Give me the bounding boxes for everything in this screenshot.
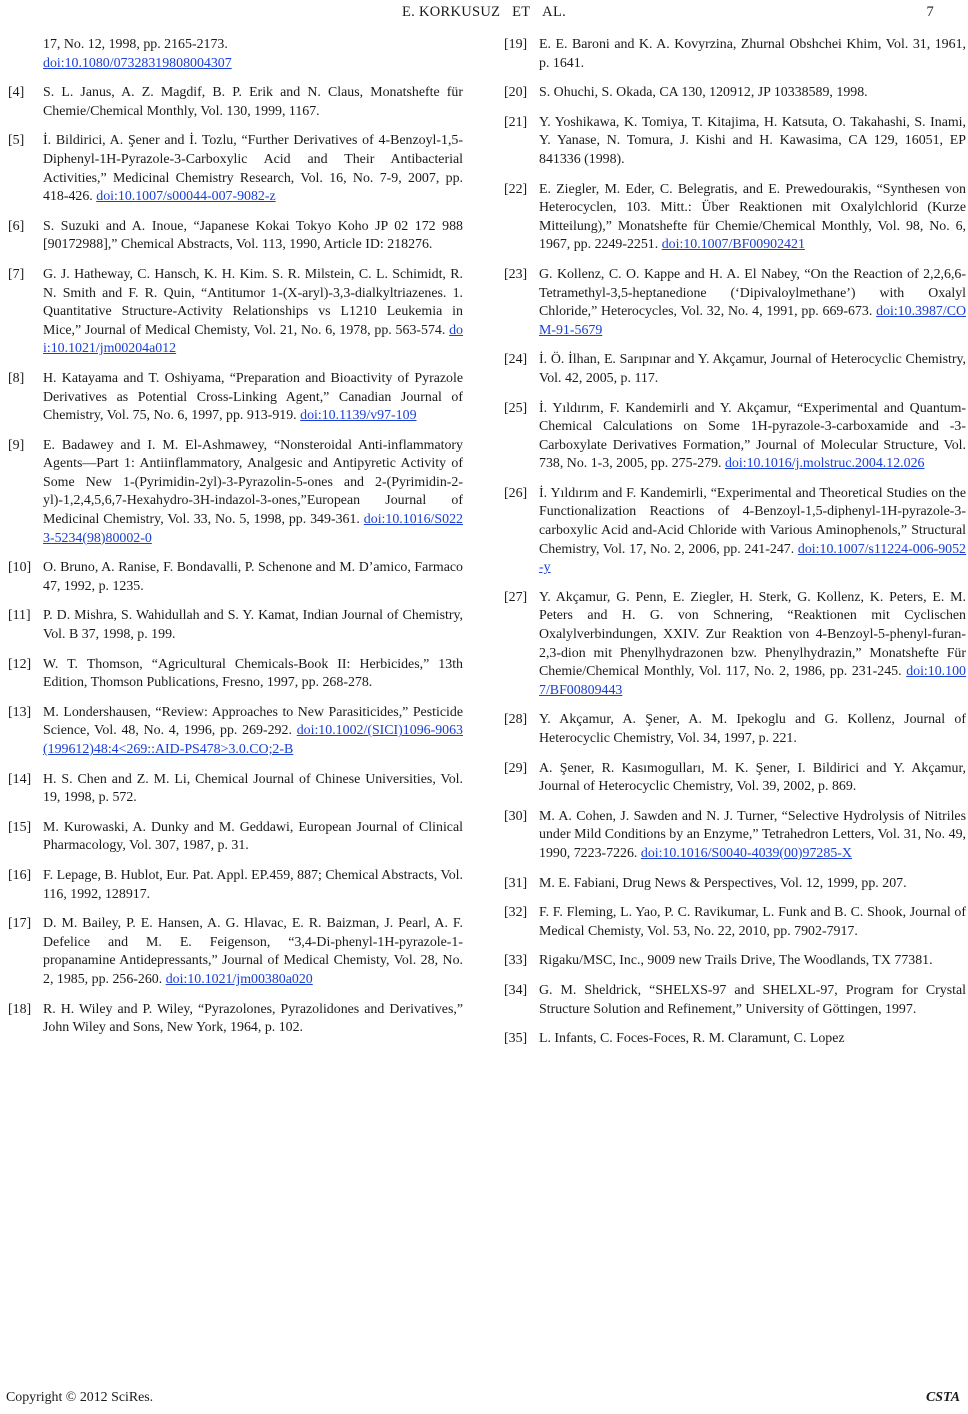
reference-item: [8, 704, 463, 760]
reference-text: İ. Yıldırım and F. Kandemirli, “Experimental and Theoretical Studies on the Functionalization Reactions of 4-Benzoyl-1,5-diphenyl-1H-pyrazole-3-carboxylic Acid and-Acid Chloride with Various Aminophenols,” Structural Chemistry, Vol. 17, No. 2, 2006, pp. 241-247.: [539, 485, 966, 557]
doi-link[interactable]: doi:10.1016/S0223-5234(98)80002-0: [43, 512, 463, 546]
page-footer: [0, 1390, 968, 1410]
reference-number: [28]: [504, 712, 528, 728]
reference-number: [33]: [504, 953, 528, 969]
reference-text: G. J. Hatheway, C. Hansch, K. H. Kim. S. R. Milstein, C. L. Schimidt, R. N. Smith and F. R. Quin, “Antitumor 1-(X-aryl)-3,3-dialkyltriazenes. 1. Quantitative Structure-Activity Relationships vs L1210 Leukemia in Mice,” Journal of Medical Chemisty, Vol. 21, No. 6, 1978, pp. 563-574.: [43, 266, 463, 338]
journal-abbreviation: CSTA: [926, 1390, 960, 1405]
doi-link[interactable]: doi:10.1002/(SICI)1096-9063(199612)48:4<269::AID-PS478>3.0.CO;2-B: [43, 723, 463, 757]
right-column: [504, 36, 966, 1060]
reference-text: W. T. Thomson, “Agricultural Chemicals-Book II: Herbicides,” 13th Edition, Thomson Publications, Fresno, 1997, pp. 268-278.: [43, 656, 463, 691]
reference-item: [504, 181, 966, 255]
reference-number: [20]: [504, 85, 528, 101]
reference-item: [8, 266, 463, 359]
reference-text: S. Ohuchi, S. Okada, CA 130, 120912, JP 10338589, 1998.: [539, 85, 868, 101]
reference-item: [504, 808, 966, 864]
reference-text: İ. Ö. İlhan, E. Sarıpınar and Y. Akçamur, Journal of Heterocyclic Chemistry, Vol. 42, 2005, p. 117.: [539, 352, 966, 386]
reference-text: L. Infants, C. Foces-Foces, R. M. Claramunt, C. Lopez: [539, 1031, 845, 1047]
reference-number: [31]: [504, 875, 528, 891]
reference-text: Y. Yoshikawa, K. Tomiya, T. Kitajima, H. Katsuta, O. Takahashi, S. Inami, Y. Yanase, N. Tomura, J. Kishi and H. Kawasima, CA 129, 16051, EP 841336 (1998).: [539, 114, 966, 167]
reference-text: Rigaku/MSC, Inc., 9009 new Trails Drive, The Woodlands, TX 77381.: [539, 953, 933, 969]
copyright-notice: Copyright © 2012 SciRes.: [6, 1390, 154, 1405]
reference-text: E. Ziegler, M. Eder, C. Belegratis, and E. Prewedourakis, “Synthesen von Heterocyclen, 103. Mitt.: Über Reaktionen mit Oxalylchlorid (Kurze Mitteilung),” Monatshefte für Chemie/Chemical Monthly, Vol. 98, No. 6, 1967, pp. 2249-2251.: [539, 181, 966, 253]
reference-number: [24]: [504, 352, 528, 368]
reference-text: F. F. Fleming, L. Yao, P. C. Ravikumar, L. Funk and B. C. Shook, Journal of Medical Chemisty, Vol. 53, No. 22, 2010, pp. 7902-7917.: [539, 905, 966, 939]
reference-number: [25]: [504, 400, 528, 416]
reference-text: İ. Bildirici, A. Şener and İ. Tozlu, “Further Derivatives of 4-Benzoyl-1,5-Diphenyl-1H-Pyrazole-3-Carboxylic Acid and Their Antibacterial Activities,” Medicinal Chemistry Research, Vol. 16, No. 7-9, 2007, pp. 418-426.: [43, 133, 463, 205]
reference-item: [8, 607, 463, 644]
doi-link[interactable]: doi:10.1021/jm00204a012: [43, 322, 463, 357]
running-title: E. KORKUSUZ ET AL.: [401, 4, 567, 20]
reference-item: [504, 485, 966, 578]
reference-item: [8, 656, 463, 693]
reference-number: [26]: [504, 485, 528, 501]
reference-item: [8, 867, 463, 904]
doi-link[interactable]: doi:10.1016/j.molstruc.2004.12.026: [724, 456, 925, 472]
reference-number: [4]: [8, 85, 25, 101]
reference-text: D. M. Bailey, P. E. Hansen, A. G. Hlavac, E. R. Baizman, J. Pearl, A. F. Defelice and M. E. Feigenson, “3,4-Di-phenyl-1H-pyrazole-1-propanamine Antidepressants,” Journal of Medical Chemisty, Vol. 28, No. 2, 1985, pp. 256-260.: [43, 916, 463, 987]
reference-number: [30]: [504, 808, 528, 824]
reference-number: [10]: [8, 560, 32, 576]
reference-item: [504, 711, 966, 748]
reference-text: M. Londershausen, “Review: Approaches to New Parasiticides,” Pesticide Science, Vol. 48, No. 4, 1996, pp. 269-292.: [43, 704, 463, 739]
doi-link[interactable]: doi:10.1007/BF00809443: [539, 664, 966, 698]
reference-text: O. Bruno, A. Ranise, F. Bondavalli, P. Schenone and M. D’amico, Farmaco 47, 1992, p. 1235.: [43, 560, 463, 594]
reference-item: [504, 760, 966, 797]
reference-text: A. Şener, R. Kasımogulları, M. K. Şener, I. Bildirici and Y. Akçamur, Journal of Heterocyclic Chemistry, Vol. 39, 2002, p. 869.: [539, 760, 966, 795]
reference-text: G. M. Sheldrick, “SHELXS-97 and SHELXL-97, Program for Crystal Structure Solution and Refinement,” University of Göttingen, 1997.: [539, 982, 966, 1017]
reference-text: E. E. Baroni and K. A. Kovyrzina, Zhurnal Obshchei Khim, Vol. 31, 1961, p. 1641.: [539, 37, 966, 71]
reference-text: M. E. Fabiani, Drug News & Perspectives, Vol. 12, 1999, pp. 207.: [539, 875, 907, 891]
reference-item: [8, 1001, 463, 1038]
reference-number: [18]: [8, 1001, 32, 1017]
reference-item: [504, 875, 966, 894]
reference-text: H. Katayama and T. Oshiyama, “Preparation and Bioactivity of Pyrazole Derivatives as Potential Cross-Linking Agent,” Canadian Journal of Chemistry, Vol. 75, No. 6, 1997, pp. 913-919.: [43, 370, 463, 424]
reference-item: [504, 36, 966, 73]
reference-item: [8, 84, 463, 121]
reference-item: [8, 370, 463, 426]
reference-item: [8, 771, 463, 808]
reference-item: [504, 400, 966, 474]
doi-link[interactable]: doi:10.1021/jm00380a020: [165, 971, 313, 987]
reference-number: [5]: [8, 133, 25, 149]
reference-text: E. Badawey and I. M. El-Ashmawey, “Nonsteroidal Anti-inflammatory Agents—Part 1: Antiinflammatory, Analgesic and Antipyretic Activity of Some New 1-(Pyrimidin-2yl)-3-Pyrazolin-5-ones and 2-(Pyrimidin-2-yl)-1,2,4,5,6,7-Hexahydro-3H-indazol-3-ones,”European Journal of Medicinal Chemistry, Vol. 33, No. 5, 1998, pp. 349-361.: [43, 437, 463, 528]
page-number: 7: [926, 4, 934, 20]
reference-text: 17, No. 12, 1998, pp. 2165-2173.: [43, 37, 228, 52]
reference-number: [34]: [504, 982, 528, 998]
reference-text: R. H. Wiley and P. Wiley, “Pyrazolones, Pyrazolidones and Derivatives,” John Wiley and Sons, New York, 1964, p. 102.: [43, 1001, 463, 1036]
reference-text: H. S. Chen and Z. M. Li, Chemical Journal of Chinese Universities, Vol. 19, 1998, p. 572.: [43, 771, 463, 806]
reference-text: M. Kurowaski, A. Dunky and M. Geddawi, European Journal of Clinical Pharmacology, Vol. 307, 1987, p. 31.: [43, 819, 463, 854]
reference-item: [8, 559, 463, 596]
reference-number: [12]: [8, 656, 32, 672]
reference-text: M. A. Cohen, J. Sawden and N. J. Turner, “Selective Hydrolysis of Nitriles under Mild Conditions by an Enzyme,” Tetrahedron Letters, Vol. 31, No. 49, 1990, 7223-7226.: [539, 808, 966, 861]
reference-text: G. Kollenz, C. O. Kappe and H. A. El Nabey, “On the Reaction of 2,2,6,6-Tetramethyl-3,5-heptanedione (‘Dipivaloylmethane’) with Oxalyl Chloride,” Heterocycles, Vol. 32, No. 4, 1991, pp. 669-673.: [539, 266, 966, 320]
reference-list-right: [504, 36, 966, 1049]
reference-number: [13]: [8, 704, 32, 720]
reference-number: [27]: [504, 589, 528, 605]
reference-number: [9]: [8, 437, 25, 453]
reference-number: [17]: [8, 916, 32, 932]
reference-number: [32]: [504, 905, 528, 921]
reference-item: [504, 1030, 966, 1049]
reference-item: [504, 84, 966, 103]
reference-number: [7]: [8, 266, 25, 282]
reference-number: [23]: [504, 266, 528, 282]
doi-link[interactable]: doi:10.1016/S0040-4039(00)97285-X: [640, 845, 852, 861]
doi-link[interactable]: doi:10.1139/v97-109: [300, 408, 417, 424]
reference-number: [19]: [504, 37, 528, 52]
reference-list-left: [8, 84, 463, 1038]
reference-text: S. L. Janus, A. Z. Magdif, B. P. Erik and N. Claus, Monatshefte für Chemie/Chemical Monthly, Vol. 130, 1999, 1167.: [43, 85, 463, 119]
reference-text: P. D. Mishra, S. Wahidullah and S. Y. Kamat, Indian Journal of Chemistry, Vol. B 37, 1998, p. 199.: [43, 608, 463, 643]
reference-number: [8]: [8, 370, 25, 386]
reference-item: [8, 915, 463, 989]
reference-item: [8, 132, 463, 206]
reference-item: [8, 819, 463, 856]
reference-number: [6]: [8, 218, 25, 234]
reference-number: [35]: [504, 1031, 528, 1047]
doi-link[interactable]: doi:10.3987/COM-91-5679: [539, 304, 966, 338]
page-header: [0, 4, 968, 24]
reference-number: [15]: [8, 819, 32, 835]
reference-text: F. Lepage, B. Hublot, Eur. Pat. Appl. EP.459, 887; Chemical Abstracts, Vol. 116, 1992, 128917.: [43, 867, 463, 902]
reference-item: [504, 114, 966, 170]
doi-link[interactable]: doi:10.1007/s11224-006-9052-y: [539, 541, 966, 576]
reference-item: [8, 437, 463, 549]
reference-item: [504, 952, 966, 971]
reference-item: [504, 351, 966, 388]
reference-text: S. Suzuki and A. Inoue, “Japanese Kokai Tokyo Koho JP 02 172 988 [90172988],” Chemical Abstracts, Vol. 113, 1990, Article ID: 218276.: [43, 218, 463, 253]
doi-link[interactable]: doi:10.1080/07328319808004307: [43, 55, 232, 71]
reference-item: [504, 266, 966, 340]
doi-link[interactable]: doi:10.1007/s00044-007-9082-z: [96, 189, 276, 205]
reference-continuation: [8, 36, 463, 73]
reference-item: [8, 218, 463, 255]
reference-number: [29]: [504, 760, 528, 776]
reference-number: [11]: [8, 608, 31, 624]
reference-item: [504, 982, 966, 1019]
reference-item: [504, 904, 966, 941]
reference-number: [16]: [8, 867, 32, 883]
reference-number: [14]: [8, 771, 32, 787]
doi-link[interactable]: doi:10.1007/BF00902421: [661, 237, 805, 253]
reference-number: [22]: [504, 181, 528, 197]
left-column: [8, 36, 463, 1049]
reference-number: [21]: [504, 114, 528, 130]
reference-text: İ. Yıldırım, F. Kandemirli and Y. Akçamur, “Experimental and Quantum-Chemical Calculations on Some 1H-pyrazole-3-carboxamide and -3-Carboxylate Derivatives Formation,” Journal of Molecular Structure, Vol. 738, No. 1-3, 2005, pp. 275-279.: [539, 400, 966, 472]
reference-text: Y. Akçamur, G. Penn, E. Ziegler, H. Sterk, G. Kollenz, K. Peters, E. M. Peters and H. G. von Schnering, “Reaktionen mit Cyclischen Oxalylverbindungen, XXIV. Zur Reaktion von 4-Benzoyl-5-phenyl-furan-2,3-dion mit Phenylhydrazonen bzw. Phenylhydrazin,” Monatshefte Für Chemie/Chemical Monthly, Vol. 117, No. 2, 1986, pp. 231-245.: [539, 589, 966, 680]
reference-text: Y. Akçamur, A. Şener, A. M. Ipekoglu and G. Kollenz, Journal of Heterocyclic Chemistry, Vol. 34, 1997, p. 221.: [539, 712, 966, 746]
reference-item: [504, 589, 966, 701]
